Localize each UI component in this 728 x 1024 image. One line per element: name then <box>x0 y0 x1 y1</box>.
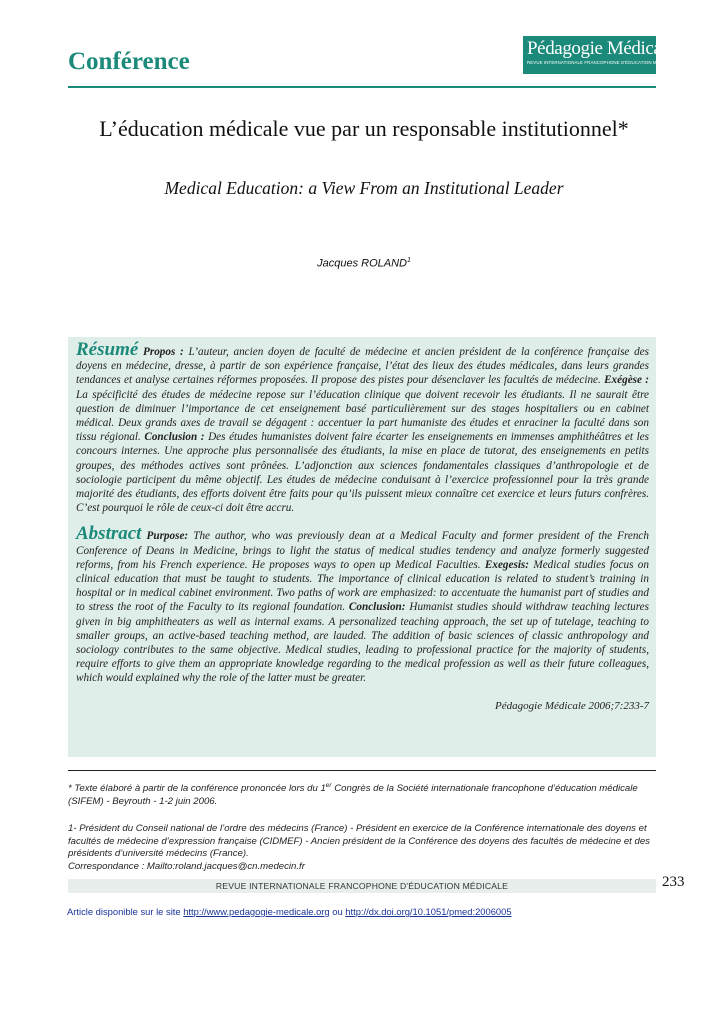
footnote-divider <box>68 770 656 771</box>
page-number: 233 <box>662 874 685 890</box>
resume-conclusion-label: Conclusion : <box>144 431 205 444</box>
abstract-purpose-label: Purpose: <box>146 530 189 543</box>
resume-propos-text: L’auteur, ancien doyen de faculté de médecine et ancien président de la conférence française des doyens en médecine, dresse, à partir de son expérience française, l’état des lieux des études médicales, dans leurs grandes tendances et analyse certaines réformes proposées. Il propose des pistes pour désenclaver les facultés de médecine. <box>76 346 650 387</box>
abstract-paragraph <box>76 523 649 685</box>
resume-conclusion-text: Des études humanistes doivent faire écarter les enseignements en immenses amphithéâtres et les concours internes. Une approche plus personnalisée des étudiants, la mise en place de tutorat, des enseignements en petits groupes, des méthodes actives sont prônées. L’adjonction aux sciences fondamentales classiques d’anthropologie et de sociologie participent du même objectif. Les études de médecine conduisant à l’exercice professionnel pour la très grande majorité des étudiants, des efforts doivent être faits pour qu’ils puissent mieux connaître cet exercice et leurs futurs confrères. C’est pourquoi le rôle de ceux-ci doit être accru. <box>76 431 650 515</box>
author-ref: 1 <box>406 257 411 264</box>
footnotes <box>68 780 656 874</box>
abstract-heading: Abstract <box>76 523 142 545</box>
author-line <box>0 257 728 270</box>
article-title: L’éducation médicale vue par un responsable institutionnel* <box>99 116 629 141</box>
resume-propos-label: Propos : <box>143 346 184 358</box>
footnote-1: 1- Président du Conseil national de l’ordre des médecins (France) - Président en exercice de la Conférence internationale des doyens et facultés de médecine d’expression française (CIDMEF) - Ancien président de la Conférence des doyens des facultés de médecine et des présidents d’université médecins (France). <box>68 822 650 860</box>
header-divider <box>68 86 656 88</box>
abstract-exegesis-text: Medical studies focus on clinical education that must be taught to students. The importance of clinical education is related to student’s training in hospital or in medical cabinet environment. Two paths of work are emphasized: to accentuate the humanist part of studies and to stress the root of the Faculty to its regional foundation. <box>76 558 649 614</box>
resume-heading: Résumé <box>76 339 139 360</box>
article-subtitle: Medical Education: a View From an Institutional Leader <box>164 178 564 198</box>
footnote-star <box>68 780 656 809</box>
section-label: Conférence <box>68 48 190 75</box>
site-link[interactable]: http://www.pedagogie-medicale.org <box>183 906 330 917</box>
doi-link[interactable]: http://dx.doi.org/10.1051/pmed:2006005 <box>345 906 512 917</box>
footnote-star-sup: er <box>325 782 332 789</box>
abstract-box <box>68 337 656 757</box>
correspondence: Correspondance : Mailto:roland.jacques@cn.medecin.fr <box>68 861 305 873</box>
availability-or: ou <box>329 906 346 917</box>
citation: Pédagogie Médicale 2006;7:233-7 <box>495 699 649 712</box>
resume-paragraph <box>76 339 650 515</box>
availability-line <box>67 906 667 917</box>
footnote-star-text-a: * Texte élaboré à partir de la conférence prononcée lors du 1 <box>68 783 326 795</box>
resume-exegese-label: Exégèse : <box>604 374 649 387</box>
resume-exegese-text: La spécificité des études de médecine repose sur l’éducation clinique que doivent recevoir les étudiants. Il ne saurait être question de diminuer l’importance de cet enseignement basé particulièrement sur des stages hospitaliers ou en cabinet médical. Deux grands axes de travail se dégagent : accentuer la part humaniste des études et enraciner la faculté dans son tissu régional. <box>76 388 649 444</box>
abstract-exegesis-label: Exegesis: <box>484 558 530 571</box>
abstract-conclusion-text: Humanist studies should withdraw teaching lectures given in big amphitheaters as well as internal exams. A personalized teaching approach, the set up of tutelage, teaching to smaller groups, an active-based teaching method, are lauded. The addition of basic sciences of classic anthropology and sociology contributes to the same objective. Medical studies, leading to professional practice for the majority of students, require efforts to give them an appropriate knowledge regarding to the medical profession as well as their future colleagues, which would explained why the role of the latter must be greater. <box>76 601 649 685</box>
author-name: Jacques ROLAND <box>317 257 407 270</box>
abstract-conclusion-label: Conclusion: <box>348 601 406 614</box>
abstract-purpose-text: The author, who was previously dean at a Medical Faculty and former president of the French Conference of Deans in Medicine, brings to light the status of medical studies tendency and analyze formerly suggested reforms, from his French experience. He proposes ways to open up Medical Faculties. <box>76 530 649 571</box>
journal-logo-name: Pédagogie Médicale <box>527 38 675 59</box>
footnote-star-text-b: Congrès de la Société internationale francophone d’éducation médicale (SIFEM) - Beyrouth - 1-2 juin 2006. <box>68 783 638 807</box>
availability-prefix: Article disponible sur le site <box>67 906 184 917</box>
journal-footer-text: REVUE INTERNATIONALE FRANCOPHONE D'ÉDUCATION MÉDICALE <box>215 881 509 891</box>
journal-logo-subtitle: REVUE INTERNATIONALE FRANCOPHONE D'ÉDUCATION MÉDICALE <box>527 60 677 65</box>
journal-logo <box>523 36 677 74</box>
